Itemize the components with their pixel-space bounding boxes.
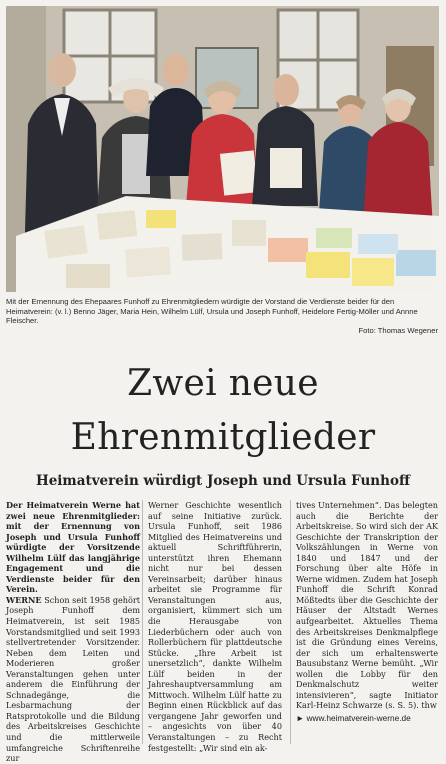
article-photo bbox=[6, 6, 439, 292]
article-lead: Der Heimatverein Werne hat zwei neue Ehrenmitglieder: mit der Ernennung von Joseph und Ursula Funhoff würdigte der Vorsitzende Wilhelm Lülf das langjährige Engagement und die Verdienste beider für den Verein. bbox=[6, 500, 140, 595]
article-column-2 bbox=[148, 500, 282, 753]
caption-text: Mit der Ernennung des Ehepaares Funhoff zu Ehrenmitgliedern würdigte der Vorstand die Verdienste beider für den Heimatverein: (v. l.) Benno Jäger, Maria Hein, Wilhelm Lülf, Ursula und Joseph Funhoff, Heidelore Fertig-Möller und Annne Fleischer. bbox=[6, 297, 418, 326]
article-paragraph-3: tives Unternehmen“. Das belegten auch die Berichte der Arbeitskreise. So wird sich der AK Geschichte der Transkription der Volkszählungen in Werne von 1840 und 1847 und der Forschung über alte Höfe in Werne widmen. Zudem hat Joseph Funhoff die Schrift Konrad Mößtedts über die Geschichte der Häuser der Altstadt Wernes aufgearbeitet. Aktuelles Thema des Arbeitskreises Denkmalpflege ist die Gründung eines Vereins, der sich um erhaltenswerte Bausubstanz Werne bemüht. „Wir wollen die Lobby für den Denkmalschutz weiter intensivieren“, sagte Initiator Karl-Heinz Schwarze (s. S. 5). thw bbox=[296, 500, 438, 711]
photo-caption bbox=[6, 297, 438, 335]
article-column-1 bbox=[6, 500, 140, 764]
column-divider bbox=[142, 500, 143, 744]
photo-credit: Foto: Thomas Wegener bbox=[358, 325, 438, 335]
group-photo-illustration bbox=[6, 6, 439, 292]
subheadline: Heimatverein würdigt Joseph und Ursula Funhoff bbox=[35, 473, 411, 489]
headline-line-2: Ehrenmitglieder bbox=[70, 417, 376, 458]
column-divider bbox=[290, 500, 291, 744]
website-link[interactable]: ► www.heimatverein-werne.de bbox=[296, 712, 411, 723]
article-paragraph-1 bbox=[6, 595, 140, 764]
headline-line-1: Zwei neue bbox=[127, 363, 319, 404]
article-paragraph-2: Werner Geschichte wesentlich auf seine Initiative zurück. Ursula Funhoff, seit 1986 Mitglied des Heimatvereins und aktuell Schriftführerin, unterstützt ihren Ehemann nicht nur bei dessen Vereinsarbeit; darüber hinaus arbeitet sie Programme für Veranstaltungen aus, organisiert, kümmert sich um die Herausgabe von Liederbüchern oder auch von Rollerbüchern für plattdeutsche Stücke. „Ihre Arbeit ist unersetzlich“, dankte Wilhelm Lülf beiden in der Jahreshauptversammlung am Mittwoch. Wilhelm Lülf hatte zu Beginn einen Rückblick auf das vergangene Jahr geworfen und – angesichts von über 40 Veranstaltungen – zu Recht festgestellt: „Wir sind ein ak- bbox=[148, 500, 282, 753]
article-paragraph-1-text: Schon seit 1958 gehört Joseph Funhoff dem Heimatverein, ist seit 1985 Vorstandsmitglied und seit 1993 stellvertretender Vorsitzender. Neben dem Leiten und Moderieren großer Veranstaltungen gehen unter anderem die Einführung der Schnadegänge, die Lesbarmachung der Ratsprotokolle und die Bildung des Arbeitskreises Geschichte und die mittlerweile umfangreiche Schriftenreihe zur bbox=[6, 594, 140, 764]
article-column-3 bbox=[296, 500, 438, 723]
dateline: WERNE bbox=[6, 594, 42, 605]
